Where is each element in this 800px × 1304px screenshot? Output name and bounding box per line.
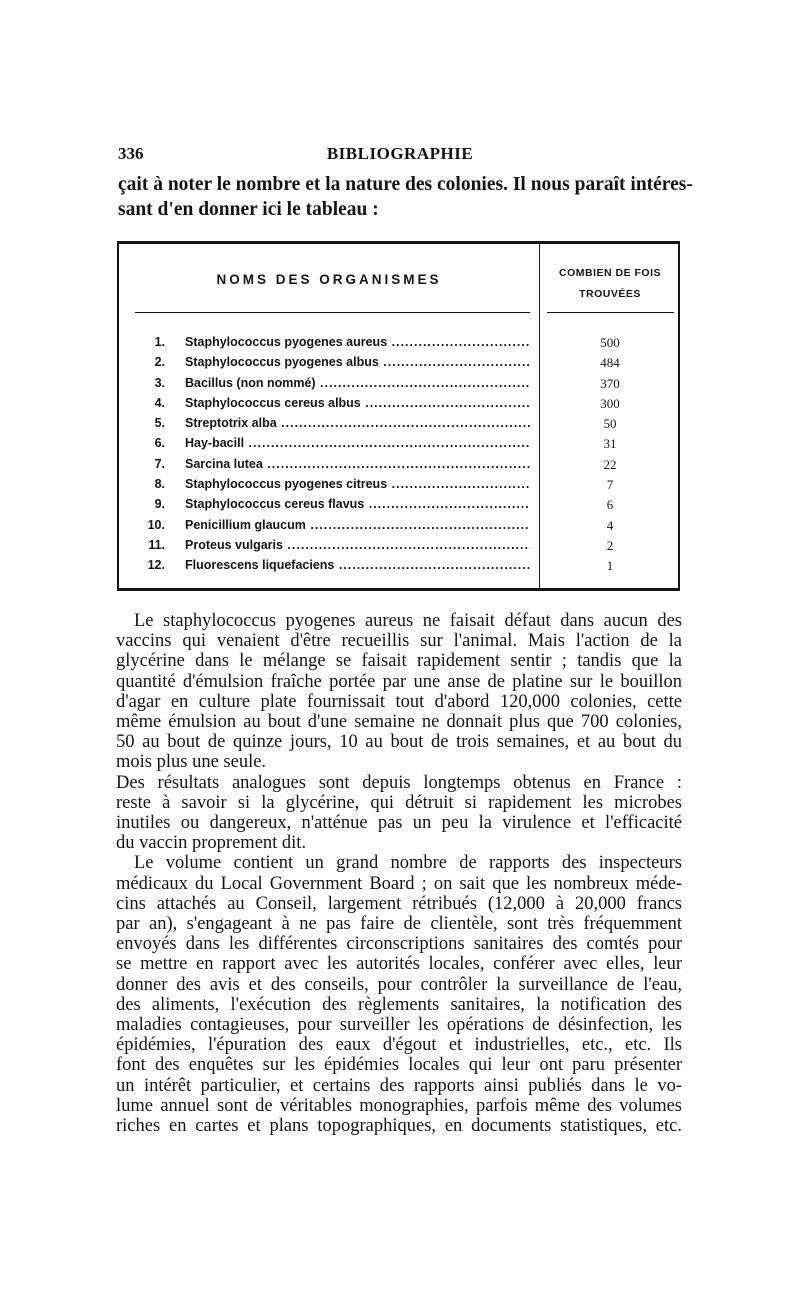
intro-line: sant d'en donner ici le tableau : <box>118 199 379 220</box>
body-line: des aliments, l'exécution des règlements sanitaires, la notification des <box>116 994 682 1015</box>
body-line: par an), s'engageant à ne pas faire de clientèle, sont très fréquemment <box>116 914 682 935</box>
organism-name: Staphylococcus pyogenes albus ..... <box>185 355 530 369</box>
row-number: 5. <box>154 416 165 431</box>
organism-count: 7 <box>606 477 614 493</box>
table-row <box>119 558 678 578</box>
body-line: lume annuel sont de véritables monographies, parfois même des volumes <box>116 1095 682 1116</box>
count-header-line: COMBIEN DE FOIS <box>558 267 661 279</box>
body-line: un intérêt particulier, et certains des rapports ainsi publiés dans le vo- <box>116 1075 682 1096</box>
row-number: 8. <box>154 477 165 492</box>
organism-name: Sarcina lutea ..... <box>185 457 530 471</box>
table-row <box>119 477 678 497</box>
running-title: BIBLIOGRAPHIE <box>326 144 474 163</box>
body-line: envoyés dans les différentes circonscriptions sanitaires des comtés pour <box>116 934 682 955</box>
body-line: quantité d'émulsion fraîche portée par une anse de platine sur le bouillon <box>116 671 682 692</box>
body-line: Le staphylococcus pyogenes aureus ne faisait défaut dans aucun des <box>134 611 682 631</box>
count-column-header <box>540 263 680 305</box>
row-number: 2. <box>154 355 165 370</box>
table-row <box>119 416 678 436</box>
organism-count: 500 <box>600 335 620 350</box>
count-header-line: TROUVÉES <box>579 288 641 300</box>
organism-count: 4 <box>606 517 614 533</box>
page-number: 336 <box>118 144 144 163</box>
body-line: cins attachés au Conseil, largement rétribués (12,000 à 20,000 francs <box>116 893 682 914</box>
table-row <box>119 355 678 375</box>
table-row <box>119 436 678 456</box>
table-header-rule <box>135 312 530 313</box>
organism-name: Proteus vulgaris ..... <box>185 538 530 552</box>
body-line: Des résultats analogues sont depuis longtemps obtenus en France : <box>116 772 682 793</box>
row-number: 11. <box>148 537 165 552</box>
organism-count: 22 <box>603 456 617 472</box>
organism-name: Hay-bacill ..... <box>185 436 530 450</box>
organism-count: 1 <box>606 558 614 574</box>
body-line: mois plus une seule. <box>116 752 267 773</box>
organism-name: Staphylococcus pyogenes aureus ..... <box>185 335 530 349</box>
organism-count: 50 <box>603 416 617 432</box>
row-number: 12. <box>147 558 165 573</box>
organism-count: 300 <box>600 395 620 411</box>
organism-name: Bacillus (non nommé) ..... <box>185 376 530 390</box>
organism-count: 370 <box>600 375 620 391</box>
row-number: 4. <box>154 395 165 410</box>
table-header-rule <box>547 312 674 313</box>
table-row <box>119 376 678 396</box>
body-line: inutiles ou dangereux, n'atténue pas un peu la virulence et l'efficacité <box>116 813 682 834</box>
body-line: vaccins qui venaient d'être recueillis sur l'animal. Mais l'action de la <box>116 631 682 652</box>
table-row <box>119 335 678 355</box>
row-number: 9. <box>154 497 165 512</box>
table-row <box>119 497 678 517</box>
organism-name: Penicillium glaucum ..... <box>185 518 530 532</box>
body-line: d'agar en culture plate fournissait tout d'abord 120,000 colonies, cette <box>116 691 682 712</box>
table-row <box>119 518 678 538</box>
table-row <box>119 457 678 477</box>
body-line: épidémies, l'épuration des eaux d'égout et industrielles, etc., etc. Ils <box>116 1035 682 1056</box>
body-text <box>116 611 682 1136</box>
organism-count: 2 <box>606 537 614 553</box>
organism-name: Streptotrix alba ..... <box>185 416 530 430</box>
page-header <box>118 144 682 168</box>
body-line: font des enquêtes sur les épidémies locales qui leur ont paru présenter <box>116 1055 682 1076</box>
row-number: 3. <box>154 375 165 390</box>
body-line: riches en cartes et plans topographiques, en documents statistiques, etc. <box>116 1116 682 1137</box>
intro-line: çait à noter le nombre et la nature des colonies. Il nous paraît intéres- <box>118 174 693 195</box>
organisms-table <box>117 241 680 591</box>
organism-name: Staphylococcus cereus flavus ..... <box>185 497 530 511</box>
row-number: 10. <box>147 517 165 532</box>
body-line: médicaux du Local Government Board ; on sait que les nombreux méde- <box>116 873 682 894</box>
body-line: reste à savoir si la glycérine, qui détruit si rapidement les microbes <box>116 792 682 813</box>
intro-paragraph <box>118 172 693 222</box>
organism-name: Staphylococcus pyogenes citreus ..... <box>185 477 530 491</box>
table-body <box>119 335 678 579</box>
organism-count: 31 <box>603 436 617 452</box>
organism-count: 6 <box>606 497 614 513</box>
organism-count: 484 <box>600 355 620 371</box>
body-line: maladies contagieuses, pour surveiller les opérations de désinfection, les <box>116 1015 682 1036</box>
body-line: Le volume contient un grand nombre de rapports des inspecteurs <box>134 853 682 874</box>
organism-name: Staphylococcus cereus albus ..... <box>185 396 530 410</box>
names-column-header: NOMS DES ORGANISMES <box>216 272 442 287</box>
body-line: 50 au bout de quinze jours, 10 au bout de trois semaines, et au bout du <box>116 732 682 753</box>
row-number: 7. <box>154 456 165 471</box>
body-line: du vaccin proprement dit. <box>116 833 307 854</box>
body-line: donner des avis et des conseils, pour contrôler la surveillance de l'eau, <box>116 974 682 995</box>
body-line: se mettre en rapport avec les autorités locales, conférer avec elles, leur <box>116 954 682 975</box>
organism-name: Fluorescens liquefaciens ..... <box>185 558 530 572</box>
body-line: même émulsion au bout d'une semaine ne donnait plus que 700 colonies, <box>116 712 682 733</box>
row-number: 1. <box>154 335 165 349</box>
body-line: glycérine dans le mélange se faisait rapidement sentir ; tandis que la <box>116 651 682 672</box>
table-row <box>119 538 678 558</box>
row-number: 6. <box>154 436 165 451</box>
table-row <box>119 396 678 416</box>
